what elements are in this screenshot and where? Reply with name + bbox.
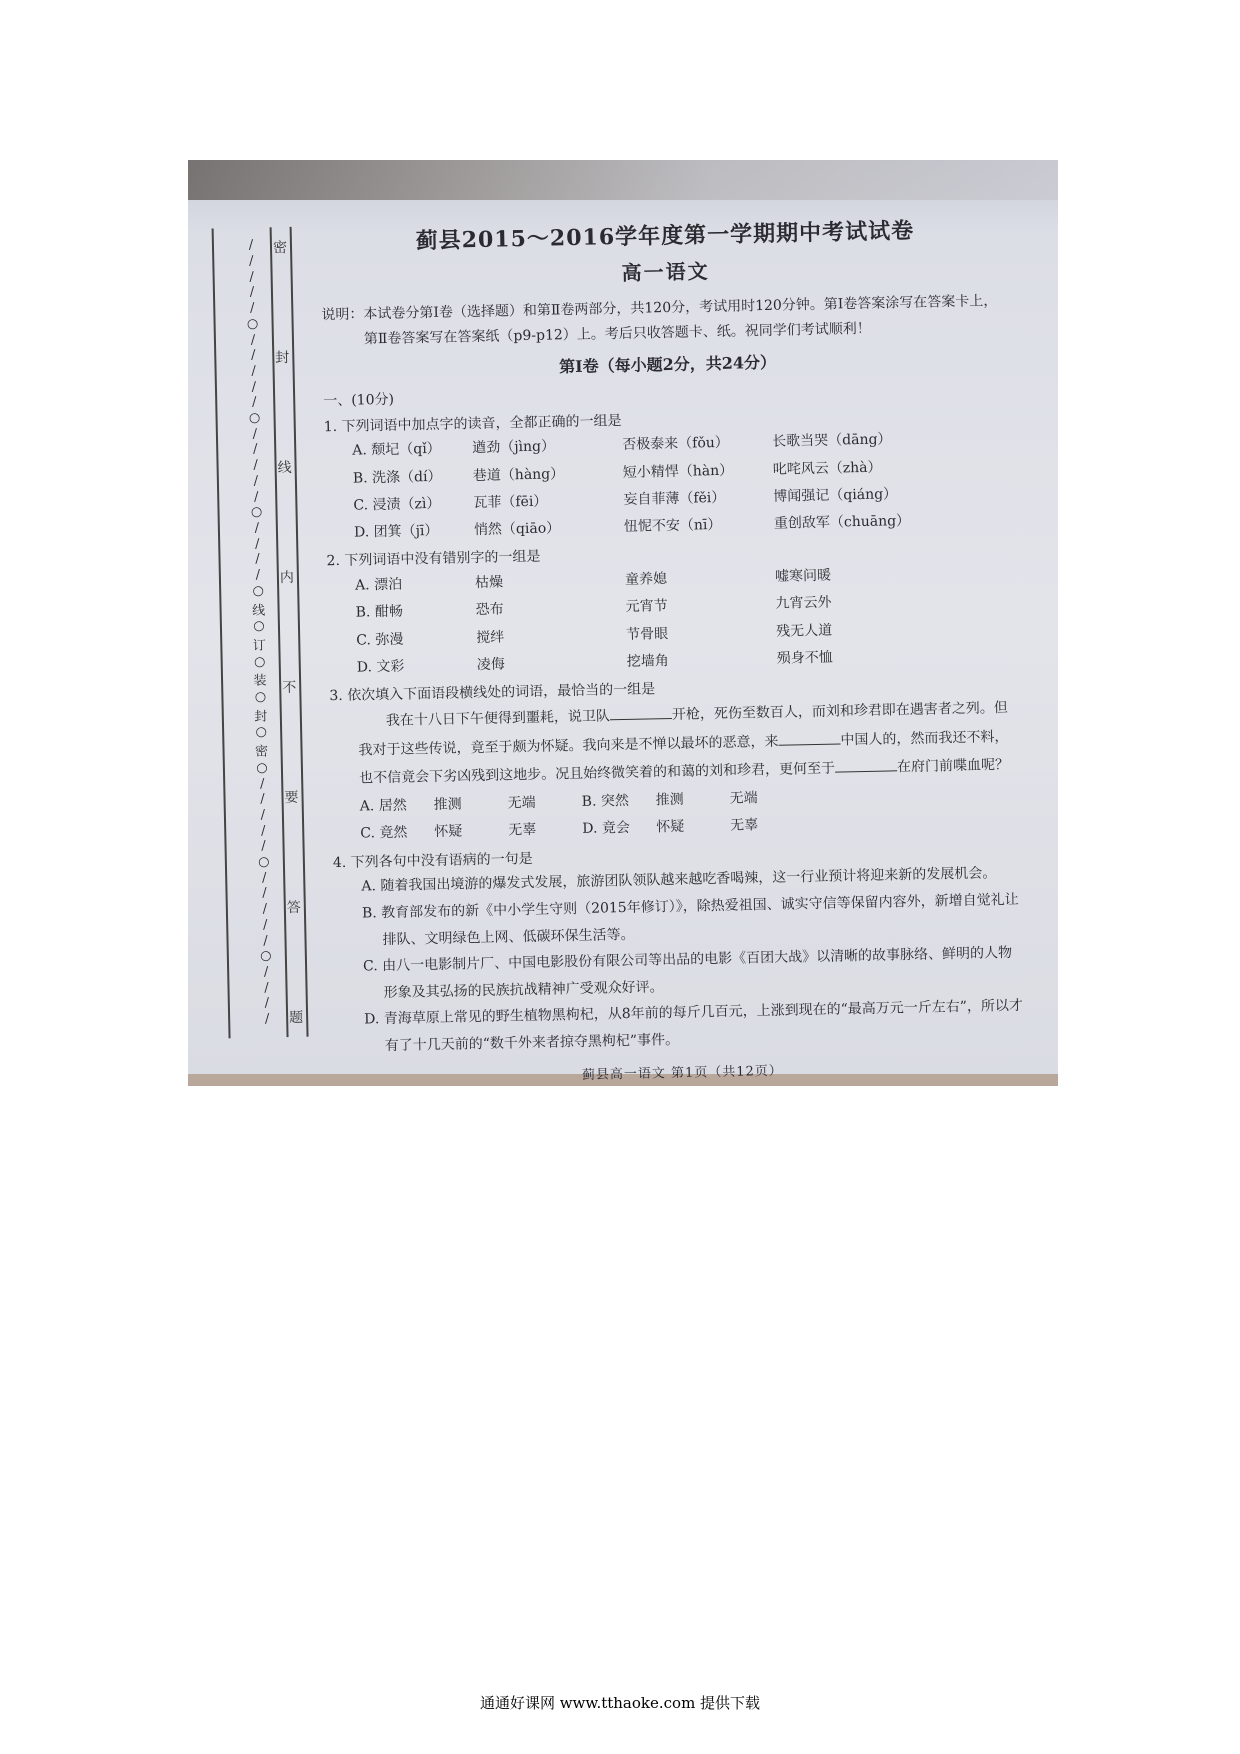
binding-mark: ○: [256, 760, 268, 776]
binding-mark: ○: [248, 410, 261, 426]
question-4: [333, 838, 1027, 1060]
question-passage: [330, 694, 1022, 794]
option-cell: 元宵节: [625, 598, 668, 616]
binding-mark: ○: [253, 654, 266, 670]
binding-mark: /: [251, 379, 257, 395]
option-cell: 残无人道: [776, 622, 833, 640]
exam-content: [320, 212, 1028, 1086]
question-stem: 1. 下列词语中加点字的读音，全都正确的一组是: [323, 412, 622, 435]
binding-marks: [242, 238, 277, 1028]
binding-mark: /: [255, 567, 261, 583]
passage-text: 在府门前喋血呢？: [896, 757, 1010, 776]
option-cell: B. 酣畅: [355, 604, 404, 622]
binding-mark: /: [254, 536, 260, 552]
binding-margin: [212, 227, 309, 1038]
option-cell: 无端: [729, 790, 758, 807]
binding-mark: /: [252, 426, 258, 442]
binding-mark: /: [259, 776, 265, 792]
option-cell: B. 洗涤（dí）: [352, 468, 442, 487]
option-cell: 殒身不恤: [776, 649, 833, 667]
option-cell: 忸怩不安（nī）: [623, 517, 722, 536]
option-cell: 无辜: [730, 817, 759, 835]
option-item: C. 由八一电影制片厂、中国电影股份有限公司等出品的电影《百团大战》以清晰的故事脉络、鲜明的人物形象及其弘扬的民族抗战精神广受观众好评。: [362, 945, 1013, 1001]
question-2: [326, 537, 1019, 682]
binding-mark: /: [263, 933, 268, 949]
binding-mark: /: [255, 552, 260, 568]
option-cell: 博闻强记（qiáng）: [773, 486, 898, 505]
question-stem: 2. 下列词语中没有错别字的一组是: [326, 549, 541, 570]
option-cell: A. 颓圮（qǐ）: [352, 441, 441, 459]
option-cell: D. 团箕（jī）: [353, 523, 439, 541]
binding-mark: /: [262, 917, 268, 933]
option-cell: 无辜: [508, 822, 537, 839]
binding-mark: /: [251, 363, 256, 379]
binding-mark: /: [253, 489, 259, 505]
binding-mark: /: [264, 1011, 270, 1027]
binding-mark: 装: [253, 673, 267, 690]
option-cell: A. 居然: [359, 797, 407, 815]
passage-text: 中国人的，然而我还不料，也不信竟会下劣凶残到这地步。况且始终微笑着的和蔼的刘和珍君，更何至于: [358, 728, 1009, 787]
option-cell: D. 文彩: [356, 658, 405, 676]
binding-mark: /: [253, 473, 259, 489]
binding-mark: /: [251, 395, 257, 411]
binding-mark: /: [264, 995, 270, 1011]
binding-mark: /: [261, 838, 266, 854]
option-cell: C. 浸渍（zì）: [353, 495, 441, 514]
option-item: D. 青海草原上常见的野生植物黑枸杞，从8年前的每斤几百元，上涨到现在的“最高万元一斤左右”，所以才有了十几天前的“数千外来者掠夺黑枸杞”事件。: [364, 998, 1024, 1055]
option-cell: 短小精悍（hàn）: [622, 462, 734, 481]
binding-mark: /: [260, 807, 266, 823]
option-cell: A. 漂泊: [354, 576, 403, 594]
option-cell: 怀疑: [656, 819, 685, 836]
binding-mark: 密: [254, 744, 269, 760]
option-cell: 九宵云外: [775, 595, 832, 613]
option-cell: 嘘寒问暖: [774, 567, 832, 585]
option-cell: 妄自菲薄（fěi）: [623, 489, 726, 508]
option-cell: 推测: [655, 791, 684, 809]
binding-mark: ○: [258, 854, 270, 870]
fill-blank: [835, 757, 897, 773]
option-cell: 瓦菲（fēi）: [473, 493, 548, 511]
binding-mark: /: [248, 253, 254, 269]
option-item: A. 随着我国出境游的爆发式发展，旅游团队领队越来越吃香喝辣，这一行业预计将迎来新的发展机会。: [361, 865, 997, 895]
binding-mark: ○: [260, 948, 272, 964]
option-cell: 否极泰来（fǒu）: [622, 435, 730, 454]
option-cell: 巷道（hàng）: [472, 465, 565, 484]
option-cell: 凌侮: [476, 656, 505, 674]
option-cell: 推测: [433, 796, 462, 814]
option-cell: 重创敌军（chuāng）: [773, 513, 911, 532]
binding-mark: ○: [252, 583, 265, 599]
exam-sheet: [189, 171, 1057, 1083]
question-3: [329, 672, 1022, 849]
binding-label: 答: [286, 899, 302, 917]
binding-mark: /: [249, 269, 254, 285]
binding-mark: /: [252, 442, 258, 458]
passage-text: 我在十八日下午便得到噩耗，说卫队: [385, 708, 611, 729]
binding-mark: ○: [246, 316, 259, 332]
option-item: B. 教育部发布的新《中小学生守则（2015年修订）》，除热爱祖国、诚实守信等保留内容外，新增自觉礼让排队、文明绿色上网、低碳环保生活等。: [361, 891, 1019, 948]
fill-blank: [610, 704, 672, 720]
option-cell: 长歌当哭（dāng）: [772, 431, 892, 451]
binding-mark: /: [263, 964, 269, 980]
binding-mark: /: [254, 520, 260, 536]
option-cell: 挖墙角: [626, 653, 669, 670]
binding-mark: /: [253, 457, 258, 473]
binding-mark: 订: [252, 638, 267, 654]
option-cell: 叱咤风云（zhà）: [772, 459, 882, 478]
binding-line: [212, 228, 230, 1038]
binding-mark: /: [248, 238, 254, 254]
binding-label: 要: [284, 789, 299, 807]
binding-mark: ○: [253, 618, 265, 634]
option-cell: 遒劲（jìng）: [472, 438, 556, 457]
option-cell: 怀疑: [434, 823, 463, 841]
option-cell: C. 弥漫: [356, 631, 404, 649]
exam-title: 蓟县2015～2016学年度第一学期期中考试试卷: [415, 217, 915, 255]
exam-instructions: 说明：本试卷分第Ⅰ卷（选择题）和第Ⅱ卷两部分，共120分，考试用时120分钟。第Ⅰ卷答案涂写在答案卡上，第Ⅱ卷答案写在答案纸（p9-p12）上。考后只收答题卡、纸。祝同学们考试顺利！: [321, 293, 998, 347]
binding-mark: /: [262, 885, 267, 902]
part-title: 第Ⅰ卷（每小题2分，共24分）: [558, 352, 777, 377]
binding-mark: /: [249, 300, 255, 316]
exam-photo: [188, 160, 1058, 1086]
option-cell: 恐布: [475, 601, 504, 619]
question-stem: 3. 依次填入下面语段横线处的词语，最恰当的一组是: [329, 681, 656, 705]
question-stem: 4. 下列各句中没有语病的一句是: [332, 850, 533, 871]
option-cell: 枯燥: [474, 574, 504, 592]
option-cell: 童养媳: [624, 571, 668, 589]
option-cell: B. 突然: [581, 792, 630, 810]
binding-mark: /: [264, 980, 269, 996]
binding-label: 题: [288, 1009, 304, 1027]
fill-blank: [778, 729, 840, 745]
option-cell: C. 竟然: [360, 824, 408, 842]
binding-mark: 线: [251, 603, 266, 619]
binding-mark: /: [260, 791, 265, 807]
binding-mark: /: [260, 823, 266, 839]
option-cell: 悄然（qiāo）: [473, 520, 561, 539]
binding-mark: /: [262, 901, 268, 917]
binding-mark: 封: [254, 709, 268, 725]
binding-mark: ○: [254, 689, 267, 705]
option-cell: 搅绊: [476, 629, 505, 646]
option-cell: 节骨眼: [626, 625, 669, 643]
option-cell: D. 竟会: [582, 820, 631, 838]
binding-mark: ○: [250, 504, 263, 521]
binding-label: 不: [282, 679, 297, 697]
binding-mark: /: [250, 347, 256, 363]
passage-text: 开枪，死伤至数百人，而刘和珍君即在遇害者之列。但我对于这些传说，竟至于颇为怀疑。我向来是不惮以最坏的恶意，来: [358, 699, 1008, 759]
question-1: [324, 402, 1017, 547]
binding-label: 密: [272, 239, 288, 257]
site-footer: 通通好课网 www.tthaoke.com 提供下载: [479, 1694, 761, 1712]
binding-label: 封: [275, 349, 290, 367]
page-number: 蓟县高一语文 第1页（共12页）: [581, 1063, 783, 1083]
binding-mark: ○: [255, 724, 268, 741]
exam-subtitle: 高一语文: [621, 259, 710, 286]
section-heading: 一、(10分): [323, 391, 395, 410]
binding-mark: /: [250, 332, 256, 348]
option-cell: 无端: [507, 794, 536, 812]
binding-mark: /: [261, 870, 267, 886]
binding-label: 内: [279, 569, 295, 587]
binding-label: 线: [277, 459, 292, 477]
binding-mark: /: [249, 285, 255, 301]
